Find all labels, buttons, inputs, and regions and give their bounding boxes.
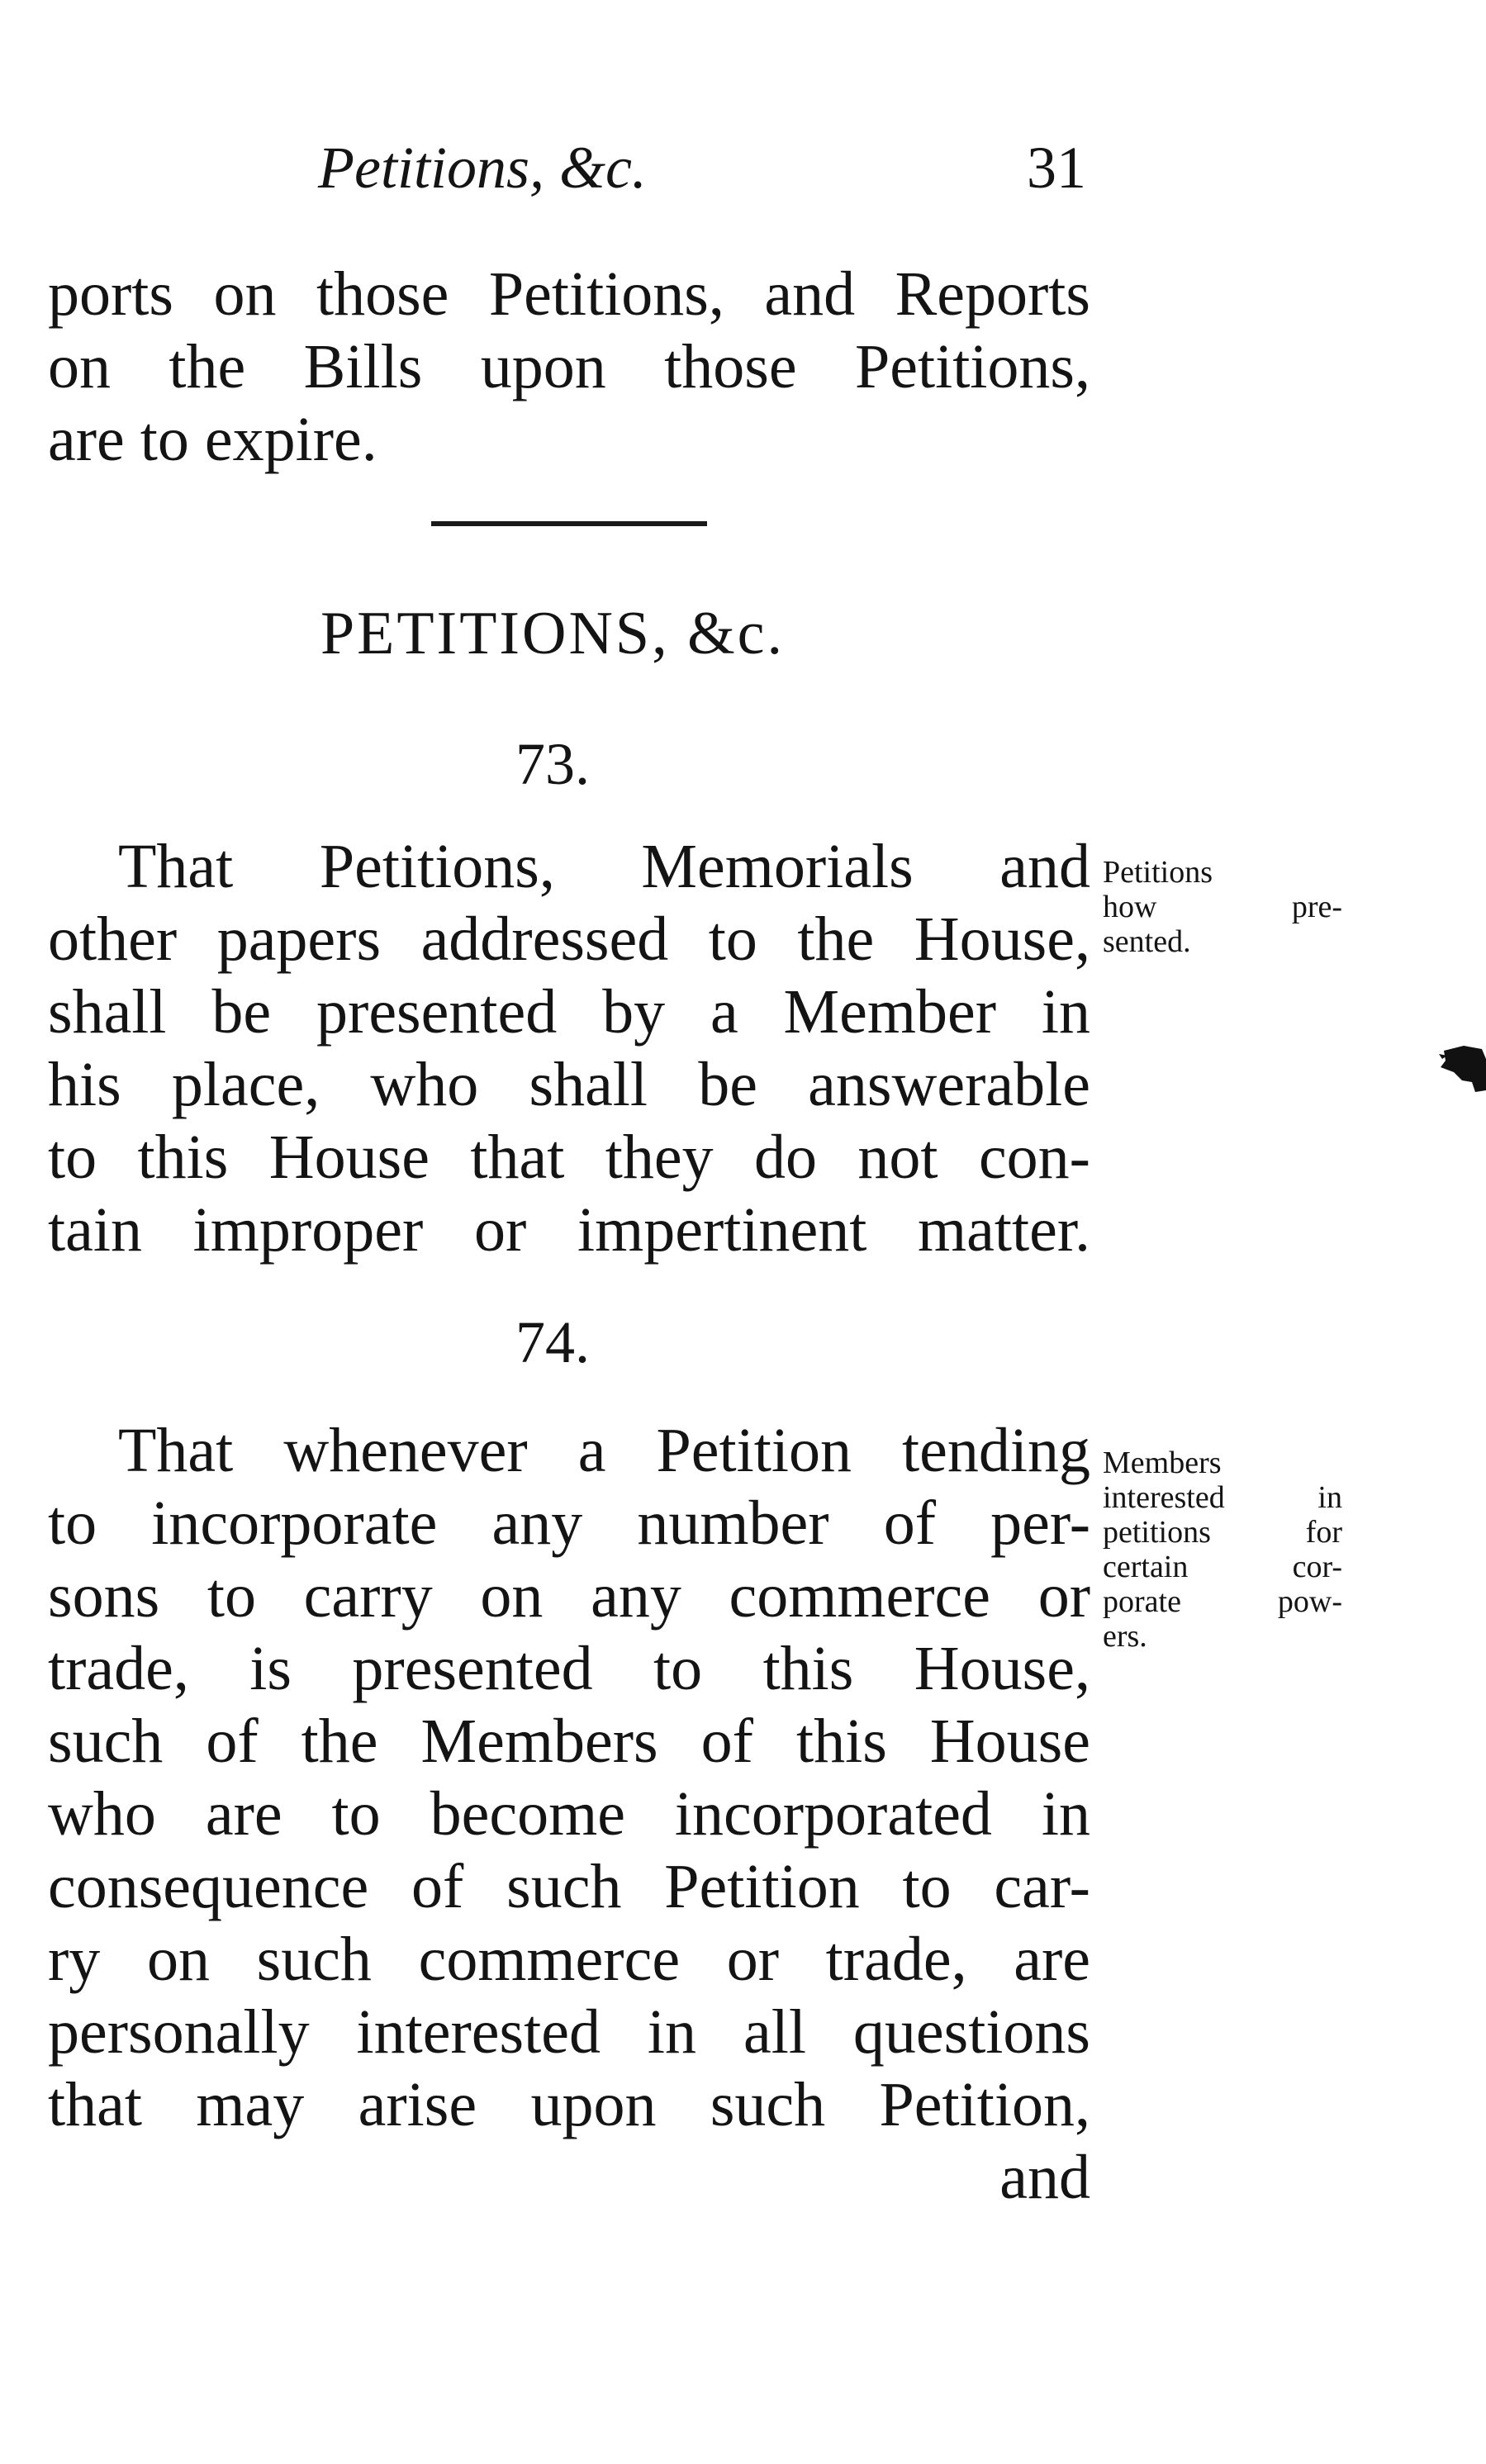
margin-note-line: how pre-	[1103, 890, 1342, 924]
margin-note-line: petitions for	[1103, 1515, 1342, 1550]
text-line: other papers addressed to the House,	[48, 904, 1090, 974]
margin-note-line: Petitions	[1103, 855, 1213, 890]
page-number: 31	[1027, 135, 1086, 201]
margin-note-line: sented.	[1103, 924, 1191, 959]
text-line: who are to become incorporated in	[48, 1779, 1090, 1849]
ink-blot	[1439, 1042, 1486, 1095]
text-line: ry on such commerce or trade, are	[48, 1925, 1090, 1994]
rule-74-paragraph	[48, 1414, 1090, 2214]
catchword: and	[999, 2143, 1090, 2212]
text-line: That whenever a Petition tending	[118, 1416, 1090, 1485]
margin-note-line: interested in	[1103, 1480, 1342, 1515]
text-line: to this House that they do not con-	[48, 1123, 1090, 1192]
continuation-paragraph	[48, 258, 1090, 476]
text-line: consequence of such Petition to car-	[48, 1852, 1090, 1921]
text-line: are to expire.	[48, 405, 377, 474]
text-line: that may arise upon such Petition,	[48, 2070, 1090, 2139]
margin-note-74	[1103, 1446, 1342, 1654]
rule-73-paragraph	[48, 830, 1090, 1266]
text-line: sons to carry on any commerce or	[48, 1561, 1090, 1631]
section-divider	[431, 521, 707, 526]
text-line: on the Bills upon those Petitions,	[48, 332, 1090, 401]
margin-note-73	[1103, 855, 1342, 959]
text-line: shall be presented by a Member in	[48, 977, 1090, 1047]
text-line: to incorporate any number of per-	[48, 1488, 1090, 1558]
rule-number-74: 74.	[515, 1309, 590, 1375]
text-line: trade, is presented to this House,	[48, 1634, 1090, 1703]
text-line: That Petitions, Memorials and	[118, 832, 1090, 901]
margin-note-line: certain cor-	[1103, 1550, 1342, 1584]
section-heading: PETITIONS, &c.	[320, 600, 785, 667]
rule-number-73: 73.	[515, 731, 590, 797]
text-line: tain improper or impertinent matter.	[48, 1195, 1090, 1265]
text-line: ports on those Petitions, and Reports	[48, 259, 1090, 329]
running-head-title: Petitions, &c.	[318, 135, 647, 201]
margin-note-line: Members	[1103, 1446, 1222, 1480]
margin-note-line: ers.	[1103, 1619, 1147, 1654]
running-head	[318, 131, 1086, 205]
margin-note-line: porate pow-	[1103, 1584, 1342, 1619]
text-line: his place, who shall be answerable	[48, 1050, 1090, 1119]
text-line: personally interested in all questions	[48, 1997, 1090, 2067]
text-line: such of the Members of this House	[48, 1707, 1090, 1776]
